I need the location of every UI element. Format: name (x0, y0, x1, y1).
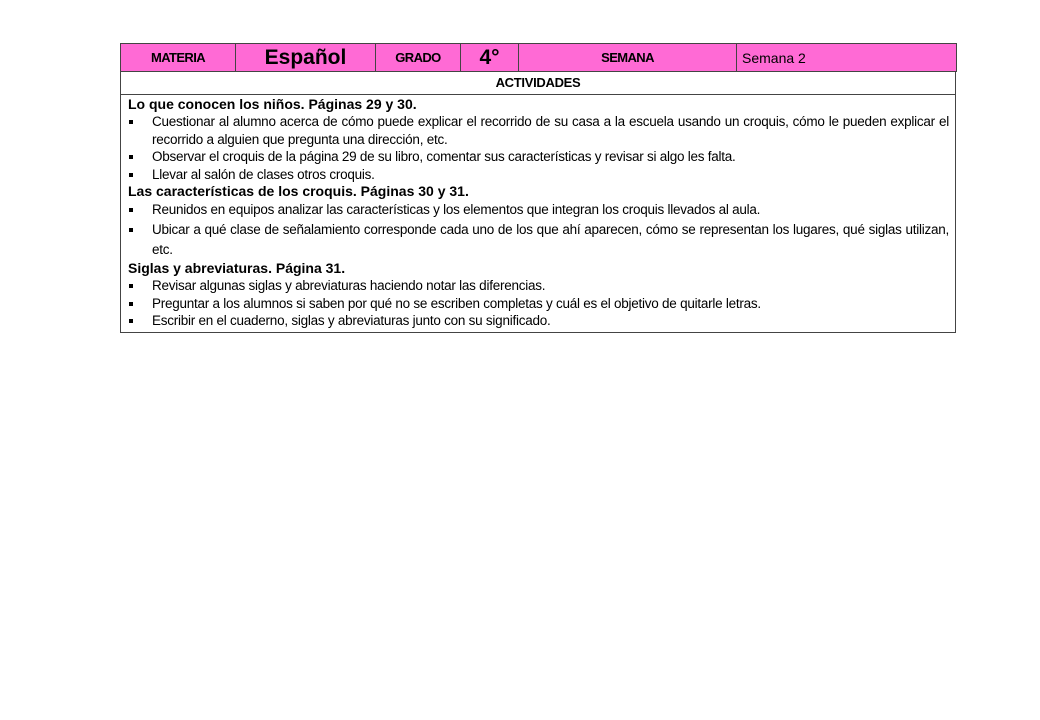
list-item-text: Preguntar a los alumnos si saben por qué no se escriben completas y cuál es el objetivo de quitarle letras. (152, 295, 761, 311)
header-table (120, 43, 957, 72)
list-item-text: Reunidos en equipos analizar las características y los elementos que integran los croquis llevados al aula. (152, 202, 761, 217)
activities-title: ACTIVIDADES (120, 72, 956, 95)
list-item (128, 295, 949, 313)
list-item-text: Cuestionar al alumno acerca de cómo puede explicar el recorrido de su casa a la escuela usando un croquis, cómo le pueden explicar el recorrido a alguien que pregunta una dirección, etc. (152, 114, 949, 147)
list-item (128, 277, 949, 295)
section-heading: Las características de los croquis. Páginas 30 y 31. (128, 183, 469, 199)
list-item (128, 200, 949, 220)
materia-value: Español (236, 44, 376, 72)
section-heading: Siglas y abreviaturas. Página 31. (128, 260, 346, 276)
list-item-text: Observar el croquis de la página 29 de su libro, comentar sus características y revisar si algo les falta. (152, 149, 736, 164)
list-item (128, 312, 949, 330)
list-item-text: Escribir en el cuaderno, siglas y abreviaturas junto con su significado. (152, 313, 551, 328)
lesson-plan-sheet (120, 43, 956, 333)
section-siglas (128, 260, 949, 330)
activity-list (128, 200, 949, 260)
list-item-text: Ubicar a qué clase de señalamiento corresponde cada uno de los que ahí aparecen, cómo se representan los lugares, qué siglas utilizan, etc. (152, 222, 949, 257)
activity-list (128, 113, 949, 183)
section-heading: Lo que conocen los niños. Páginas 29 y 30. (128, 96, 417, 112)
list-item (128, 166, 949, 184)
materia-label: MATERIA (121, 44, 236, 72)
list-item (128, 148, 949, 166)
list-item-text: Llevar al salón de clases otros croquis. (152, 166, 375, 182)
list-item (128, 113, 949, 148)
list-item-text: Revisar algunas siglas y abreviaturas haciendo notar las diferencias. (152, 278, 546, 293)
grado-label: GRADO (376, 44, 461, 72)
list-item (128, 220, 949, 260)
semana-value: Semana 2 (737, 44, 957, 72)
header-row (121, 44, 957, 72)
section-lo-que-conocen (128, 96, 949, 183)
semana-label: SEMANA (519, 44, 737, 72)
activity-list (128, 277, 949, 330)
section-caracteristicas (128, 183, 949, 260)
grado-value: 4° (461, 44, 519, 72)
activities-body (120, 95, 956, 333)
